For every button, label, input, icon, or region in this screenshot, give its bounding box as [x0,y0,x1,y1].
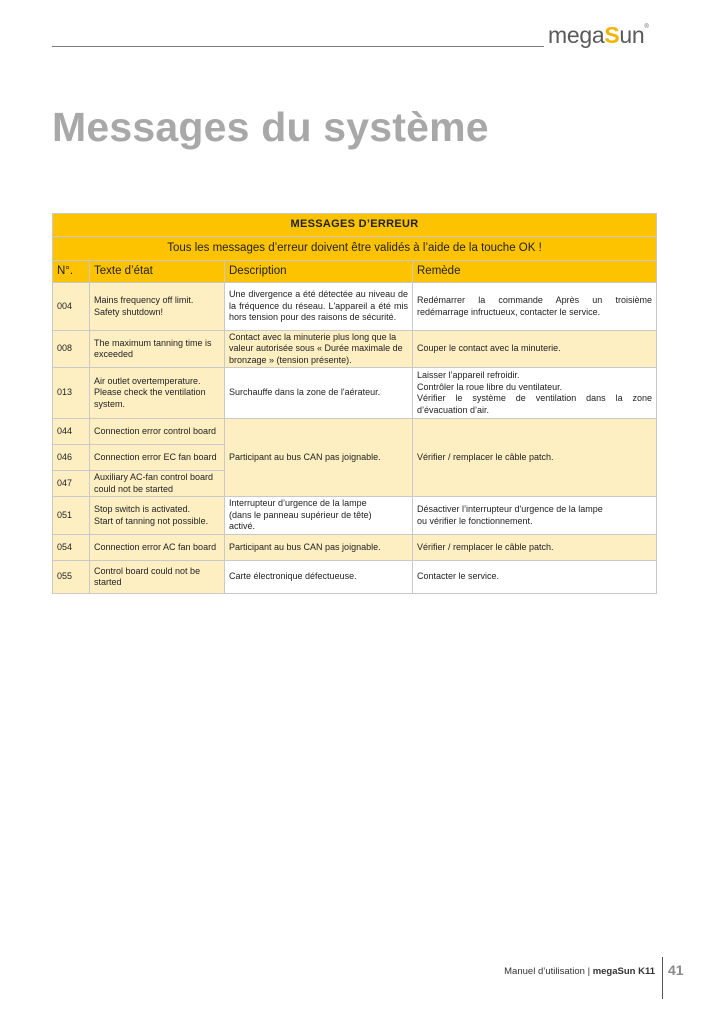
table-row [53,535,657,561]
remedy [413,368,657,419]
status-text: Connection error EC fan board [90,445,225,471]
status-text: Connection error control board [90,419,225,445]
description [225,497,413,535]
description: Carte électronique défectueuse. [225,561,413,594]
status-text [90,497,225,535]
remedy: Redémarrer la commande Après un troisième redémarrage infructueux, contacter le service. [413,283,657,331]
description-line: (dans le panneau supérieur de tête) [229,509,372,520]
error-number: 013 [53,368,90,419]
table-row [53,497,657,535]
error-number: 047 [53,471,90,497]
error-number: 008 [53,331,90,368]
description: Contact avec la minuterie plus long que la valeur autorisée sous « Durée maximale de bronzage » (tension présente). [225,331,413,368]
description-line: activé. [229,521,256,532]
status-text: Air outlet overtemperature. Please check the ventilation system. [90,368,225,419]
error-number: 054 [53,535,90,561]
column-header-no: N°. [53,261,90,283]
column-header-status: Texte d’état [90,261,225,283]
description: Surchauffe dans la zone de l'aérateur. [225,368,413,419]
description: Participant au bus CAN pas joignable. [225,535,413,561]
page-title: Messages du système [52,104,489,150]
remedy-line: Vérifier le système de ventilation dans la zone d’évacuation d’air. [417,393,653,415]
table-row [53,331,657,368]
remedy-line: Contrôler la roue libre du ventilateur. [417,381,563,392]
status-text: Auxiliary AC-fan control board could not be started [90,471,225,497]
status-line: Start of tanning not possible. [94,515,209,526]
error-number: 055 [53,561,90,594]
status-text: Control board could not be started [90,561,225,594]
table-title-row [53,214,657,237]
error-number: 046 [53,445,90,471]
description: Une divergence a été détectée au niveau de la fréquence du réseau. L'appareil a été mis hors tension pour des raisons de sécurité. [225,283,413,331]
remedy: Vérifier / remplacer le câble patch. [413,535,657,561]
table-row [53,283,657,331]
description: Participant au bus CAN pas joignable. [225,419,413,497]
remedy [413,497,657,535]
table-row [53,561,657,594]
header-rule [52,46,544,47]
column-header-remedy: Remède [413,261,657,283]
error-number: 004 [53,283,90,331]
remedy: Vérifier / remplacer le câble patch. [413,419,657,497]
remedy: Contacter le service. [413,561,657,594]
table-title: MESSAGES D’ERREUR [53,214,657,237]
status-line: Stop switch is activated. [94,504,191,514]
footer-divider [662,957,663,999]
column-header-description: Description [225,261,413,283]
remedy-line: Laisser l’appareil refroidir. [417,370,520,380]
megasun-logo: megaSun® [548,22,649,48]
remedy: Couper le contact avec la minuterie. [413,331,657,368]
table-row [53,368,657,419]
error-messages-table [52,213,657,594]
status-text: Connection error AC fan board [90,535,225,561]
page-number: 41 [668,962,684,978]
footer-manual-label: Manuel d’utilisation | megaSun K11 [504,966,655,977]
error-number: 044 [53,419,90,445]
status-text: The maximum tanning time is exceeded [90,331,225,368]
remedy-line: Désactiver l’interrupteur d'urgence de la lampe [417,504,603,514]
error-number: 051 [53,497,90,535]
column-header-row [53,261,657,283]
status-text: Mains frequency off limit. Safety shutdown! [90,283,225,331]
description-line: Interrupteur d’urgence de la lampe [229,498,367,509]
remedy-line: ou vérifier le fonctionnement. [417,515,533,526]
table-subtitle-row [53,237,657,261]
table-subtitle: Tous les messages d’erreur doivent être validés à l’aide de la touche OK ! [53,237,657,261]
table-row [53,419,657,445]
